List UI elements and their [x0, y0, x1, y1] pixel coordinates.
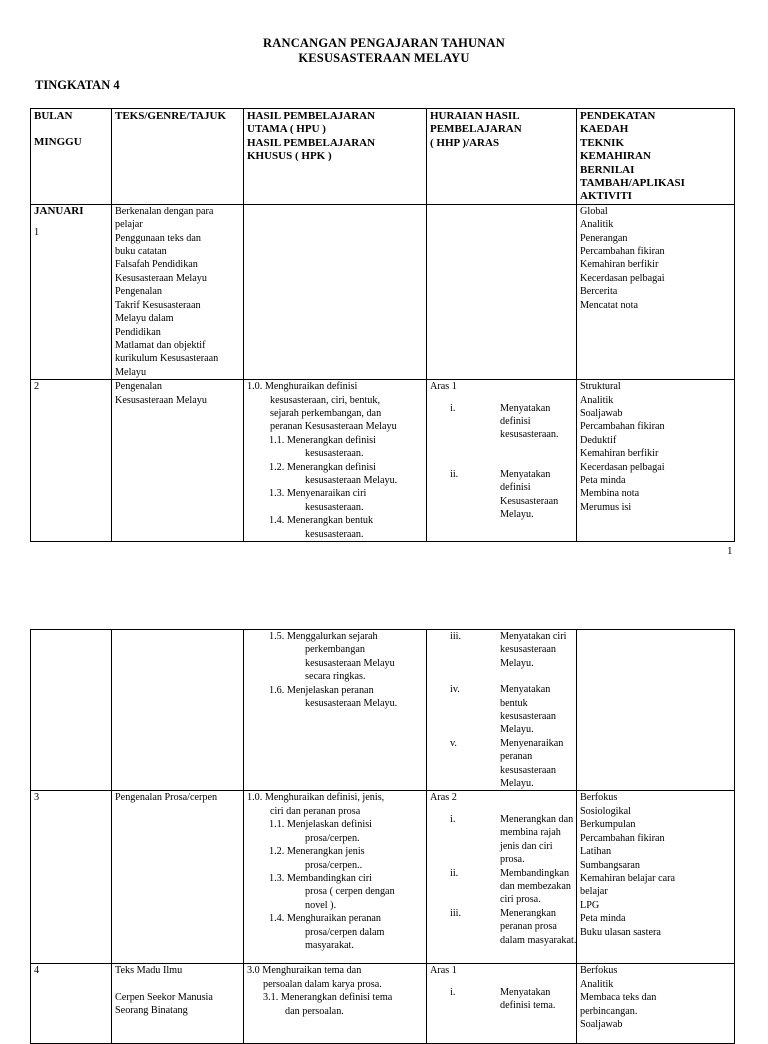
- cell-hpu: 1.5. Menggalurkan sejarah perkembangan kesusasteraan Melayu secara ringkas. 1.6. Menjelaskan peranan kesusasteraan Melayu.: [244, 630, 427, 791]
- document-title-line1: RANCANGAN PENGAJARAN TAHUNAN: [263, 36, 505, 50]
- cell-minggu: [31, 630, 112, 791]
- cell-teks: Berkenalan dengan para pelajar Penggunaan teks dan buku catatan Falsafah Pendidikan Kesusasteraan Melayu Pengenalan Takrif Kesusasteraan Melayu dalam Pendidikan Matlamat dan objektif kurikulum Kesusasteraan Melayu: [112, 204, 244, 379]
- cell-pendekatan: Berfokus Sosiologikal Berkumpulan Percambahan fikiran Latihan Sumbangsaran Kemahiran belajar cara belajar LPG Peta minda Buku ulasan sastera: [577, 791, 735, 964]
- cell-pendekatan: [577, 630, 735, 791]
- table-row-minggu-2: [31, 380, 735, 542]
- cell-teks: Pengenalan Prosa/cerpen: [112, 791, 244, 964]
- cell-bulan-minggu: JANUARI 1: [31, 204, 112, 379]
- cell-teks: Teks Madu Ilmu Cerpen Seekor Manusia Seorang Binatang: [112, 964, 244, 1044]
- table-row-minggu-3: [31, 791, 735, 964]
- header-pendekatan: PENDEKATAN KAEDAH TEKNIK KEMAHIRAN BERNILAI TAMBAH/APLIKASI AKTIVITI: [577, 109, 735, 205]
- cell-hpu: 1.0. Menghuraikan definisi kesusasteraan, ciri, bentuk, sejarah perkembangan, dan peranan Kesusasteraan Melayu 1.1. Menerangkan definisi kesusasteraan. 1.2. Menerangkan definisi kesusasteraan Melayu. 1.3. Menyenaraikan ciri kesusasteraan. 1.4. Menerangkan bentuk kesusasteraan.: [244, 380, 427, 542]
- rpt-table-page1: [30, 108, 735, 542]
- cell-hhp: Aras 1 i. Menyatakan definisi tema.: [427, 964, 577, 1044]
- cell-pendekatan: Berfokus Analitik Membaca teks dan perbincangan. Soaljawab: [577, 964, 735, 1044]
- cell-hhp: [427, 204, 577, 379]
- cell-hhp: Aras 2 i. Menerangkan dan membina rajah jenis dan ciri prosa. ii. Membandingkan dan membezakan ciri prosa. iii. Menerangkan peranan prosa dalam masyarakat.: [427, 791, 577, 964]
- header-bulan-minggu: BULAN MINGGU: [31, 109, 112, 205]
- document-title-line2: KESUSASTERAAN MELAYU: [298, 51, 470, 65]
- table-row-minggu-4: [31, 964, 735, 1044]
- cell-minggu: 4: [31, 964, 112, 1044]
- header-hpu: HASIL PEMBELAJARAN UTAMA ( HPU ) HASIL PEMBELAJARAN KHUSUS ( HPK ): [244, 109, 427, 205]
- cell-teks: Pengenalan Kesusasteraan Melayu: [112, 380, 244, 542]
- cell-teks: [112, 630, 244, 791]
- cell-hpu: [244, 204, 427, 379]
- tingkatan-heading: TINGKATAN 4: [35, 78, 120, 92]
- cell-minggu: 2: [31, 380, 112, 542]
- cell-pendekatan: Global Analitik Penerangan Percambahan fikiran Kemahiran berfikir Kecerdasan pelbagai Bercerita Mencatat nota: [577, 204, 735, 379]
- page-number: 1: [727, 545, 733, 557]
- cell-hpu: 3.0 Menghuraikan tema dan persoalan dalam karya prosa. 3.1. Menerangkan definisi tema dan persoalan.: [244, 964, 427, 1044]
- cell-pendekatan: Struktural Analitik Soaljawab Percambahan fikiran Deduktif Kemahiran berfikir Kecerdasan pelbagai Peta minda Membina nota Merumus isi: [577, 380, 735, 542]
- table-row-minggu-2-continued: [31, 630, 735, 791]
- cell-hhp: Aras 1 i. Menyatakan definisi kesusasteraan. ii. Menyatakan definisi Kesusasteraan Melayu.: [427, 380, 577, 542]
- table-row-januari: [31, 204, 735, 379]
- header-teks: TEKS/GENRE/TAJUK: [112, 109, 244, 205]
- rpt-table-page2: [30, 629, 735, 1044]
- cell-hhp: iii. Menyatakan ciri kesusasteraan Melayu. iv. Menyatakan bentuk kesusasteraan Melayu. v. Menyenaraikan peranan kesusasteraan Melayu.: [427, 630, 577, 791]
- header-hhp: HURAIAN HASIL PEMBELAJARAN ( HHP )/ARAS: [427, 109, 577, 205]
- cell-hpu: 1.0. Menghuraikan definisi, jenis, ciri dan peranan prosa 1.1. Menjelaskan definisi prosa/cerpen. 1.2. Menerangkan jenis prosa/cerpen.. 1.3. Membandingkan ciri prosa ( cerpen dengan novel ). 1.4. Menghuraikan peranan prosa/cerpen dalam masyarakat.: [244, 791, 427, 964]
- cell-minggu: 3: [31, 791, 112, 964]
